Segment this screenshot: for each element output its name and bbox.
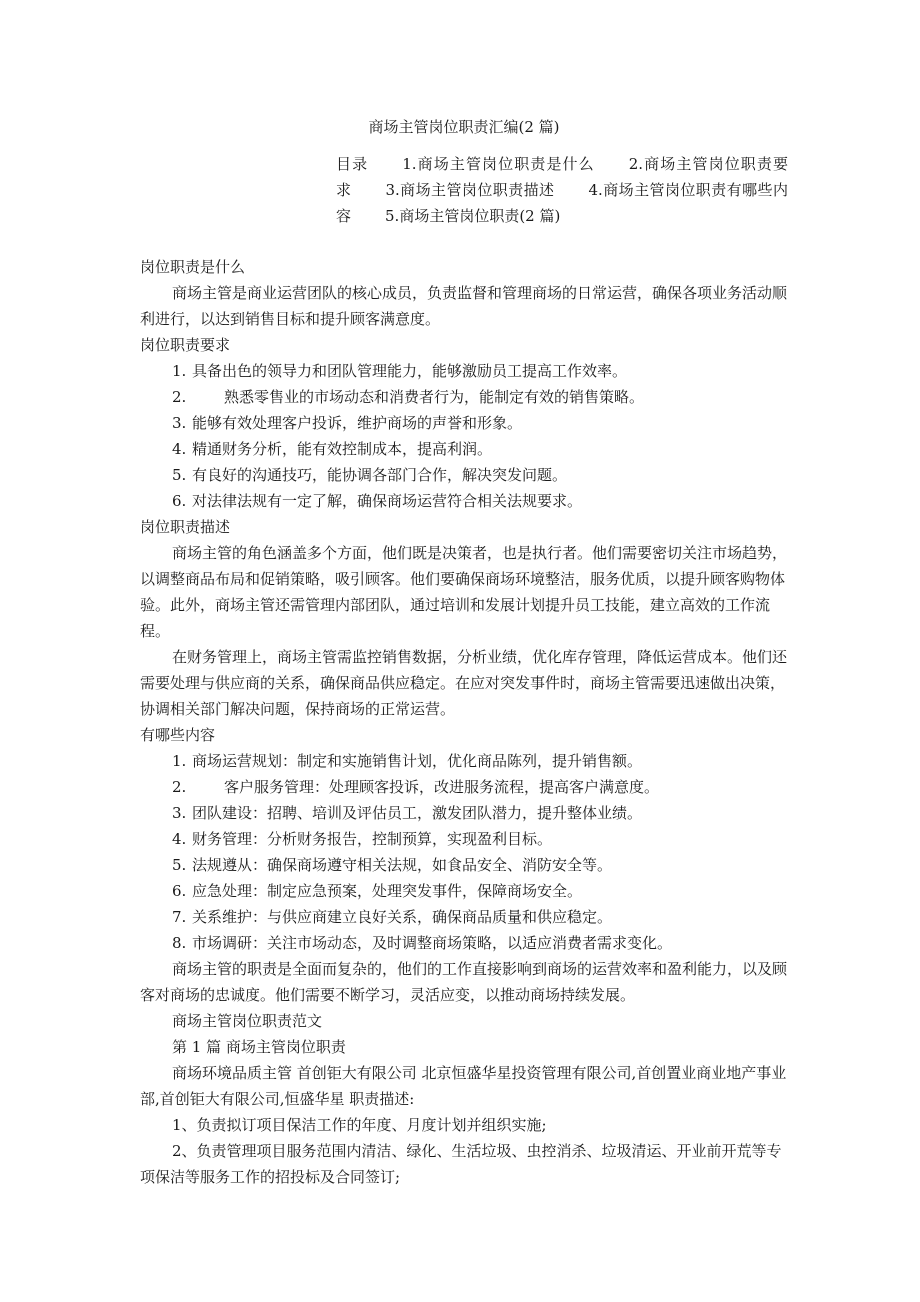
paragraph: 商场环境品质主管 首创钜大有限公司 北京恒盛华星投资管理有限公司,首创置业商业地产事业部,首创钜大有限公司,恒盛华星 职责描述:: [140, 1064, 787, 1108]
list-item: [140, 826, 788, 852]
list-item: [140, 748, 788, 774]
list-item: [140, 488, 788, 514]
list-number: 3.: [172, 804, 187, 822]
list-number: 3.: [172, 414, 187, 432]
list-text: 熟悉零售业的市场动态和消费者行为，能制定有效的销售策略。: [224, 388, 645, 406]
list-text: 商场运营规划：制定和实施销售计划，优化商品陈列，提升销售额。: [192, 752, 643, 770]
list-number: 5.: [172, 466, 187, 484]
toc-label: 目录: [336, 155, 369, 173]
list-number: 6.: [172, 492, 187, 510]
toc-entry: 2.商场主管岗位职责要求: [336, 155, 788, 199]
subheading: 第 1 篇 商场主管岗位职责: [172, 1038, 346, 1056]
list-number: 4.: [172, 830, 187, 848]
list-item: [140, 384, 788, 410]
paragraph: 1、负责拟订项目保洁工作的年度、月度计划并组织实施;: [172, 1116, 547, 1134]
list-number: 2.: [172, 778, 187, 796]
list-text: 应急处理：制定应急预案，处理突发事件，保障商场安全。: [192, 882, 583, 900]
section-heading: 商场主管岗位职责范文: [172, 1012, 323, 1030]
toc-entry: 1.商场主管岗位职责是什么: [402, 155, 595, 173]
list-text: 具备出色的领导力和团队管理能力，能够激励员工提高工作效率。: [192, 362, 628, 380]
list-item: [140, 436, 788, 462]
document-title: 商场主管岗位职责汇编(2 篇): [368, 118, 560, 136]
list-number: 6.: [172, 882, 187, 900]
list-text: 团队建设：招聘、培训及评估员工，激发团队潜力，提升整体业绩。: [192, 804, 643, 822]
list-number: 2.: [172, 388, 187, 406]
list-number: 5.: [172, 856, 187, 874]
list-item: [140, 904, 788, 930]
document-body: [140, 254, 788, 1190]
section-heading: 有哪些内容: [140, 726, 216, 744]
list-text: 关系维护：与供应商建立良好关系，确保商品质量和供应稳定。: [192, 908, 613, 926]
list-number: 8.: [172, 934, 187, 952]
paragraph: 在财务管理上，商场主管需监控销售数据，分析业绩，优化库存管理，降低运营成本。他们还需要处理与供应商的关系，确保商品供应稳定。在应对突发事件时，商场主管需要迅速做出决策，协调相关部门解决问题，保持商场的正常运营。: [140, 648, 788, 718]
paragraph: 商场主管的职责是全面而复杂的，他们的工作直接影响到商场的运营效率和盈利能力，以及顾客对商场的忠诚度。他们需要不断学习，灵活应变，以推动商场持续发展。: [140, 960, 788, 1004]
toc-entry: 4.商场主管岗位职责有哪些内容: [336, 181, 788, 225]
list-number: 7.: [172, 908, 187, 926]
list-text: 客户服务管理：处理顾客投诉，改进服务流程，提高客户满意度。: [224, 778, 660, 796]
list-text: 对法律法规有一定了解，确保商场运营符合相关法规要求。: [192, 492, 583, 510]
toc-entry: 5.商场主管岗位职责(2 篇): [385, 207, 561, 225]
paragraph: 商场主管是商业运营团队的核心成员，负责监督和管理商场的日常运营，确保各项业务活动顺利进行，以达到销售目标和提升顾客满意度。: [140, 284, 788, 328]
list-item: [140, 800, 788, 826]
list-text: 精通财务分析，能有效控制成本，提高利润。: [192, 440, 493, 458]
toc-body: [140, 151, 788, 229]
list-text: 能够有效处理客户投诉，维护商场的声誉和形象。: [192, 414, 523, 432]
list-number: 1.: [172, 752, 187, 770]
list-item: [140, 410, 788, 436]
list-number: 1.: [172, 362, 187, 380]
list-text: 有良好的沟通技巧，能协调各部门合作，解决突发问题。: [192, 466, 568, 484]
table-of-contents: [140, 151, 788, 229]
section-heading: 岗位职责要求: [140, 336, 231, 354]
list-item: [140, 878, 788, 904]
list-text: 市场调研：关注市场动态，及时调整商场策略，以适应消费者需求变化。: [192, 934, 673, 952]
list-number: 4.: [172, 440, 187, 458]
toc-entry: 3.商场主管岗位职责描述: [385, 181, 555, 199]
list-item: [140, 852, 788, 878]
paragraph: 商场主管的角色涵盖多个方面，他们既是决策者，也是执行者。他们需要密切关注市场趋势，以调整商品布局和促销策略，吸引顾客。他们要确保商场环境整洁，服务优质，以提升顾客购物体验。此外，商场主管还需管理内部团队，通过培训和发展计划提升员工技能，建立高效的工作流程。: [140, 544, 788, 640]
list-text: 财务管理：分析财务报告，控制预算，实现盈利目标。: [192, 830, 553, 848]
paragraph: 2、负责管理项目服务范围内清洁、绿化、生活垃圾、虫控消杀、垃圾清运、开业前开荒等专项保洁等服务工作的招投标及合同签订;: [140, 1142, 782, 1186]
list-item: [140, 462, 788, 488]
section-heading: 岗位职责描述: [140, 518, 231, 536]
list-text: 法规遵从：确保商场遵守相关法规，如食品安全、消防安全等。: [192, 856, 613, 874]
section-heading: 岗位职责是什么: [140, 258, 246, 276]
list-item: [140, 774, 788, 800]
list-item: [140, 930, 788, 956]
list-item: [140, 358, 788, 384]
